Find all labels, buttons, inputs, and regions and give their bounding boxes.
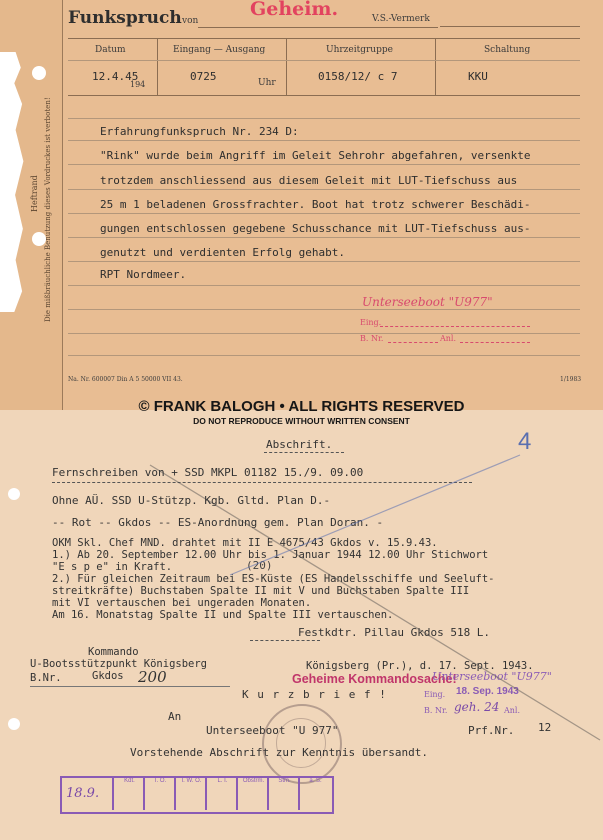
- header-schaltung: Schaltung: [484, 45, 531, 55]
- handwritten-200: 200: [138, 668, 167, 686]
- sheet-line: Ohne AÜ. SSD U-Stützp. Kgb. Gltd. Plan D.-: [52, 494, 331, 507]
- header-uhrzeit: Uhrzeitgruppe: [326, 45, 393, 55]
- grid-header: L. I.: [217, 778, 228, 784]
- sender-name: U-Bootsstützpunkt Königsberg: [30, 658, 208, 670]
- sheet-line: 2.) Für gleichen Zeitraum bei ES-Küste (ES Handelsschiffe und Seeluft-: [52, 573, 495, 585]
- value-uhrzeit: 0158/12/ c 7: [318, 70, 398, 83]
- sender-kommando: Kommando: [88, 646, 139, 658]
- von-line: [198, 27, 438, 28]
- von-label: von: [182, 16, 199, 26]
- pen-strokes: [0, 410, 603, 840]
- sheet-line: mit VI vertauschen bei ungeraden Monaten.: [52, 597, 312, 609]
- side-note: Die mißbräuchliche Benutzung dieses Vordruckes ist verboten!: [44, 97, 52, 322]
- sheet-line: -- Rot -- Gkdos -- ES-Anordnung gem. Plan Doran. -: [52, 516, 384, 529]
- grid-header: Kdt.: [124, 778, 135, 784]
- closing-line: Vorstehende Abschrift zur Kenntnis übersandt.: [130, 746, 429, 759]
- value-datum: 12.4.45: [92, 70, 139, 83]
- grid-header: Obstrm.: [242, 778, 265, 784]
- sheet-line: Am 16. Monatstag Spalte II und Spalte III vertauschen.: [52, 609, 394, 621]
- message-line: "Rink" wurde beim Angriff im Geleit Sehrohr abgefahren, versenkte: [100, 149, 531, 162]
- grid-header: Stm.: [278, 778, 291, 784]
- form-footer: Na. Nr. 600007 Din A 5 50000 VII 43.: [68, 376, 183, 383]
- an-label: An: [168, 710, 182, 723]
- sheet-line: 1.) Ab 20. September 12.00 Uhr bis 1. Januar 1944 12.00 Uhr Stichwort: [52, 549, 489, 561]
- handwritten-20: (20): [246, 559, 273, 572]
- value-uhr: Uhr: [258, 78, 276, 88]
- value-eingang: 0725: [190, 70, 217, 83]
- sheet-line: Festkdtr. Pillau Gkdos 518 L.: [298, 626, 491, 639]
- form-title: Funkspruch: [68, 8, 182, 28]
- stamp-eing-lower: Eing.: [424, 690, 446, 699]
- grid-header: I. O.: [154, 778, 167, 784]
- vs-vermerk-label: V.S.-Vermerk: [372, 14, 430, 24]
- kurzbrief-label: K u r z b r i e f !: [242, 688, 387, 701]
- boat-stamp: Unterseeboot "U977": [362, 295, 493, 309]
- geheime-kommandosache-stamp: Geheime Kommandosache!: [292, 672, 457, 686]
- boat-stamp-lower: Unterseeboot "U977": [432, 670, 552, 683]
- form-footer-number: 1/1983: [560, 376, 582, 383]
- prf-number: 12: [538, 721, 552, 734]
- message-line: gungen entschlossen gegebene Schusschance mit LUT-Tiefschuss aus-: [100, 222, 531, 235]
- side-label: Heftrand: [30, 175, 39, 212]
- stamp-eing: Eing.: [360, 318, 382, 327]
- grid-header: I. W. O.: [181, 778, 202, 784]
- vs-line: [440, 26, 580, 27]
- place-date: Königsberg (Pr.), d. 17. Sept. 1943.: [306, 660, 534, 672]
- grid-header: a. S.: [309, 778, 322, 784]
- bnr-label: B.Nr.: [30, 672, 62, 684]
- gkdos-label: Gkdos: [92, 670, 124, 682]
- stamp-bnr-lower: B. Nr.: [424, 706, 448, 715]
- margin-number: 4: [518, 428, 532, 455]
- header-datum: Datum: [95, 45, 126, 55]
- sheet-line: "E s p e" in Kraft.: [52, 561, 173, 573]
- stamp-bnr: B. Nr.: [360, 334, 384, 343]
- sheet-line: streitkräfte) Buchstaben Spalte II mit V und Buchstaben Spalte III: [52, 585, 470, 597]
- stamp-anl: Anl.: [440, 334, 457, 343]
- message-line: trotzdem anschliessend aus diesem Geleit mit LUT-Tiefschuss aus: [100, 174, 518, 187]
- recipient: Unterseeboot "U 977": [206, 724, 339, 737]
- geheim-stamp: Geheim.: [250, 0, 339, 20]
- table-top: [68, 38, 580, 39]
- value-datum-suffix: 194: [130, 80, 146, 89]
- copyright-notice: DO NOT REPRODUCE WITHOUT WRITTEN CONSENT: [193, 416, 410, 426]
- stamp-date-lower: 18. Sep. 1943: [456, 686, 519, 697]
- table-bottom: [68, 95, 580, 96]
- message-line: genutzt und verdienten Erfolg gehabt.: [100, 246, 346, 259]
- copyright-banner: © FRANK BALOGH • ALL RIGHTS RESERVED: [138, 398, 465, 415]
- punch-hole: [32, 66, 46, 80]
- prf-label: Prf.Nr.: [468, 724, 515, 737]
- header-eingang: Eingang — Ausgang: [173, 45, 266, 55]
- value-schaltung: KKU: [468, 70, 488, 83]
- message-line: Erfahrungfunkspruch Nr. 234 D:: [100, 125, 299, 138]
- message-line: 25 m 1 beladenen Grossfrachter. Boot hat trotz schwerer Beschädi-: [100, 198, 531, 211]
- grid-handwritten-date: 18.9.: [66, 786, 100, 801]
- abschrift-heading: Abschrift.: [266, 438, 333, 451]
- stamp-anl-lower: Anl.: [504, 706, 521, 715]
- message-line: RPT Nordmeer.: [100, 268, 187, 281]
- handwritten-24: geh. 24: [454, 700, 500, 714]
- sheet-line: Fernschreiben von + SSD MKPL 01182 15./9. 09.00: [52, 466, 364, 479]
- sheet-line: OKM Skl. Chef MND. drahtet mit II E 4675/43 Gkdos v. 15.9.43.: [52, 537, 438, 549]
